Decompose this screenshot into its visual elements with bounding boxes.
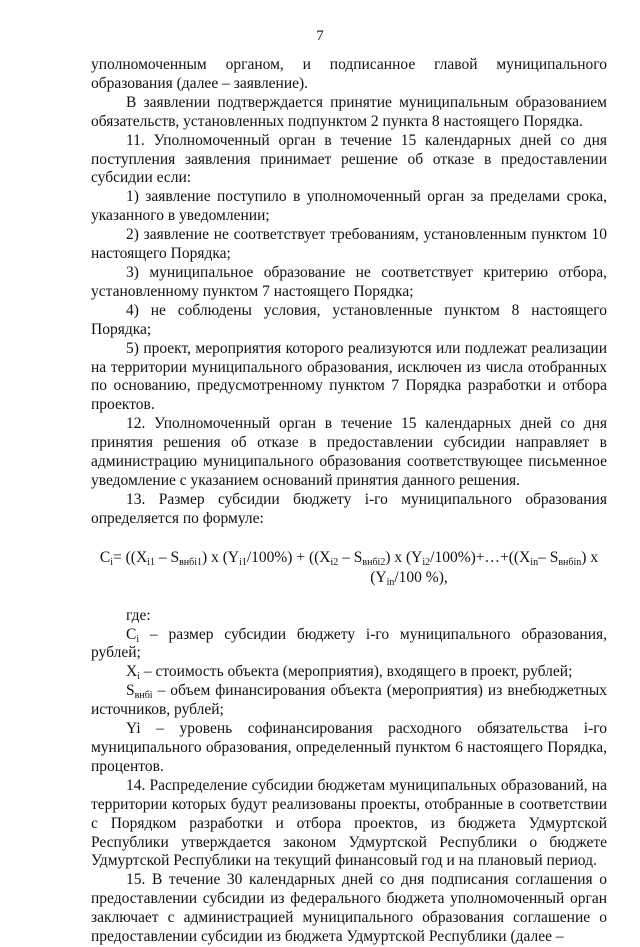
document-body [91,56,607,947]
formula-line-1: $C_i= ((X_{i1} - S_{внбi1})$ x $(Y_{i1}/100\%) + ((X_{i2} - S_{внбi2})$ x $(Y_{i2}/100\%)+\dots+((X_{in}-$ $S_{внбin}$) x [99,548,599,568]
definition: $C_i$ – размер субсидии бюджету i-го муниципального образования, рублей; [91,625,607,662]
list-item: 3) муниципальное образование не соответствует критерию отбора, установленному пунктом 7 настоящего Порядка; [91,263,607,300]
paragraph: уполномоченным органом, и подписанное главой муниципального образования (далее – заявление). [91,56,607,92]
list-item: 5) проект, мероприятия которого реализуются или подлежат реализации на территории муниципального образования, исключен из числа отобранных по основанию, предусмотренному пунктом 7 Порядка разработки и отбора проектов. [91,339,607,414]
paragraph: 12. Уполномоченный орган в течение 15 календарных дней со дня принятия решения об отказе в предоставлении субсидии направляет в администрацию муниципального образования соответствующее письменное уведомление с указанием оснований принятия данного решения. [91,415,607,489]
definition: $S_{внбi}$ – объем финансирования объекта (мероприятия) из внебюджетных источников, рублей; [91,682,607,719]
definition: Yi – уровень софинансирования расходного обязательства i-го муниципального образования, определенный пунктом 6 настоящего Порядка, процентов. [91,720,607,775]
list-item: 2) заявление не соответствует требованиям, установленным пунктом 10 настоящего Порядка; [91,226,607,263]
paragraph: 15. В течение 30 календарных дней со дня подписания соглашения о предоставлении субсидии из федерального бюджета уполномоченный орган заключает с администрацией муниципального образования соглашение о предоставлении субсидии из бюджета Удмуртской Республики (далее – [91,871,607,946]
list-item: 4) не соблюдены условия, установленные пунктом 8 настоящего Порядка; [91,301,607,338]
paragraph: 14. Распределение субсидии бюджетам муниципальных образований, на территории которых будут реализованы проекты, отобранные в соответствии с Порядком разработки и отбора проектов, из бюджета Удмуртской Республики утверждается законом Удмуртской Республики о бюджете Удмуртской Республики на текущий финансовый год и на плановый период. [91,776,607,870]
paragraph: В заявлении подтверждается принятие муниципальным образованием обязательств, установленных подпунктом 2 пункта 8 настоящего Порядка. [91,93,607,130]
where-label: где: [126,606,151,624]
formula-line-2: ($Y_{in}/100$ %), [370,568,448,588]
list-item: 1) заявление поступило в уполномоченный орган за пределами срока, указанного в уведомлении; [91,188,607,225]
paragraph: 11. Уполномоченный орган в течение 15 календарных дней со дня поступления заявления принимает решение об отказе в предоставлении субсидии если: [91,131,607,187]
definition: $X_i$ – стоимость объекта (мероприятия), входящего в проект, рублей; [126,663,573,683]
page-number: 7 [316,28,324,44]
paragraph: 13. Размер субсидии бюджету i-го муниципального образования определяется по формуле: [91,490,607,527]
formula [91,548,607,588]
